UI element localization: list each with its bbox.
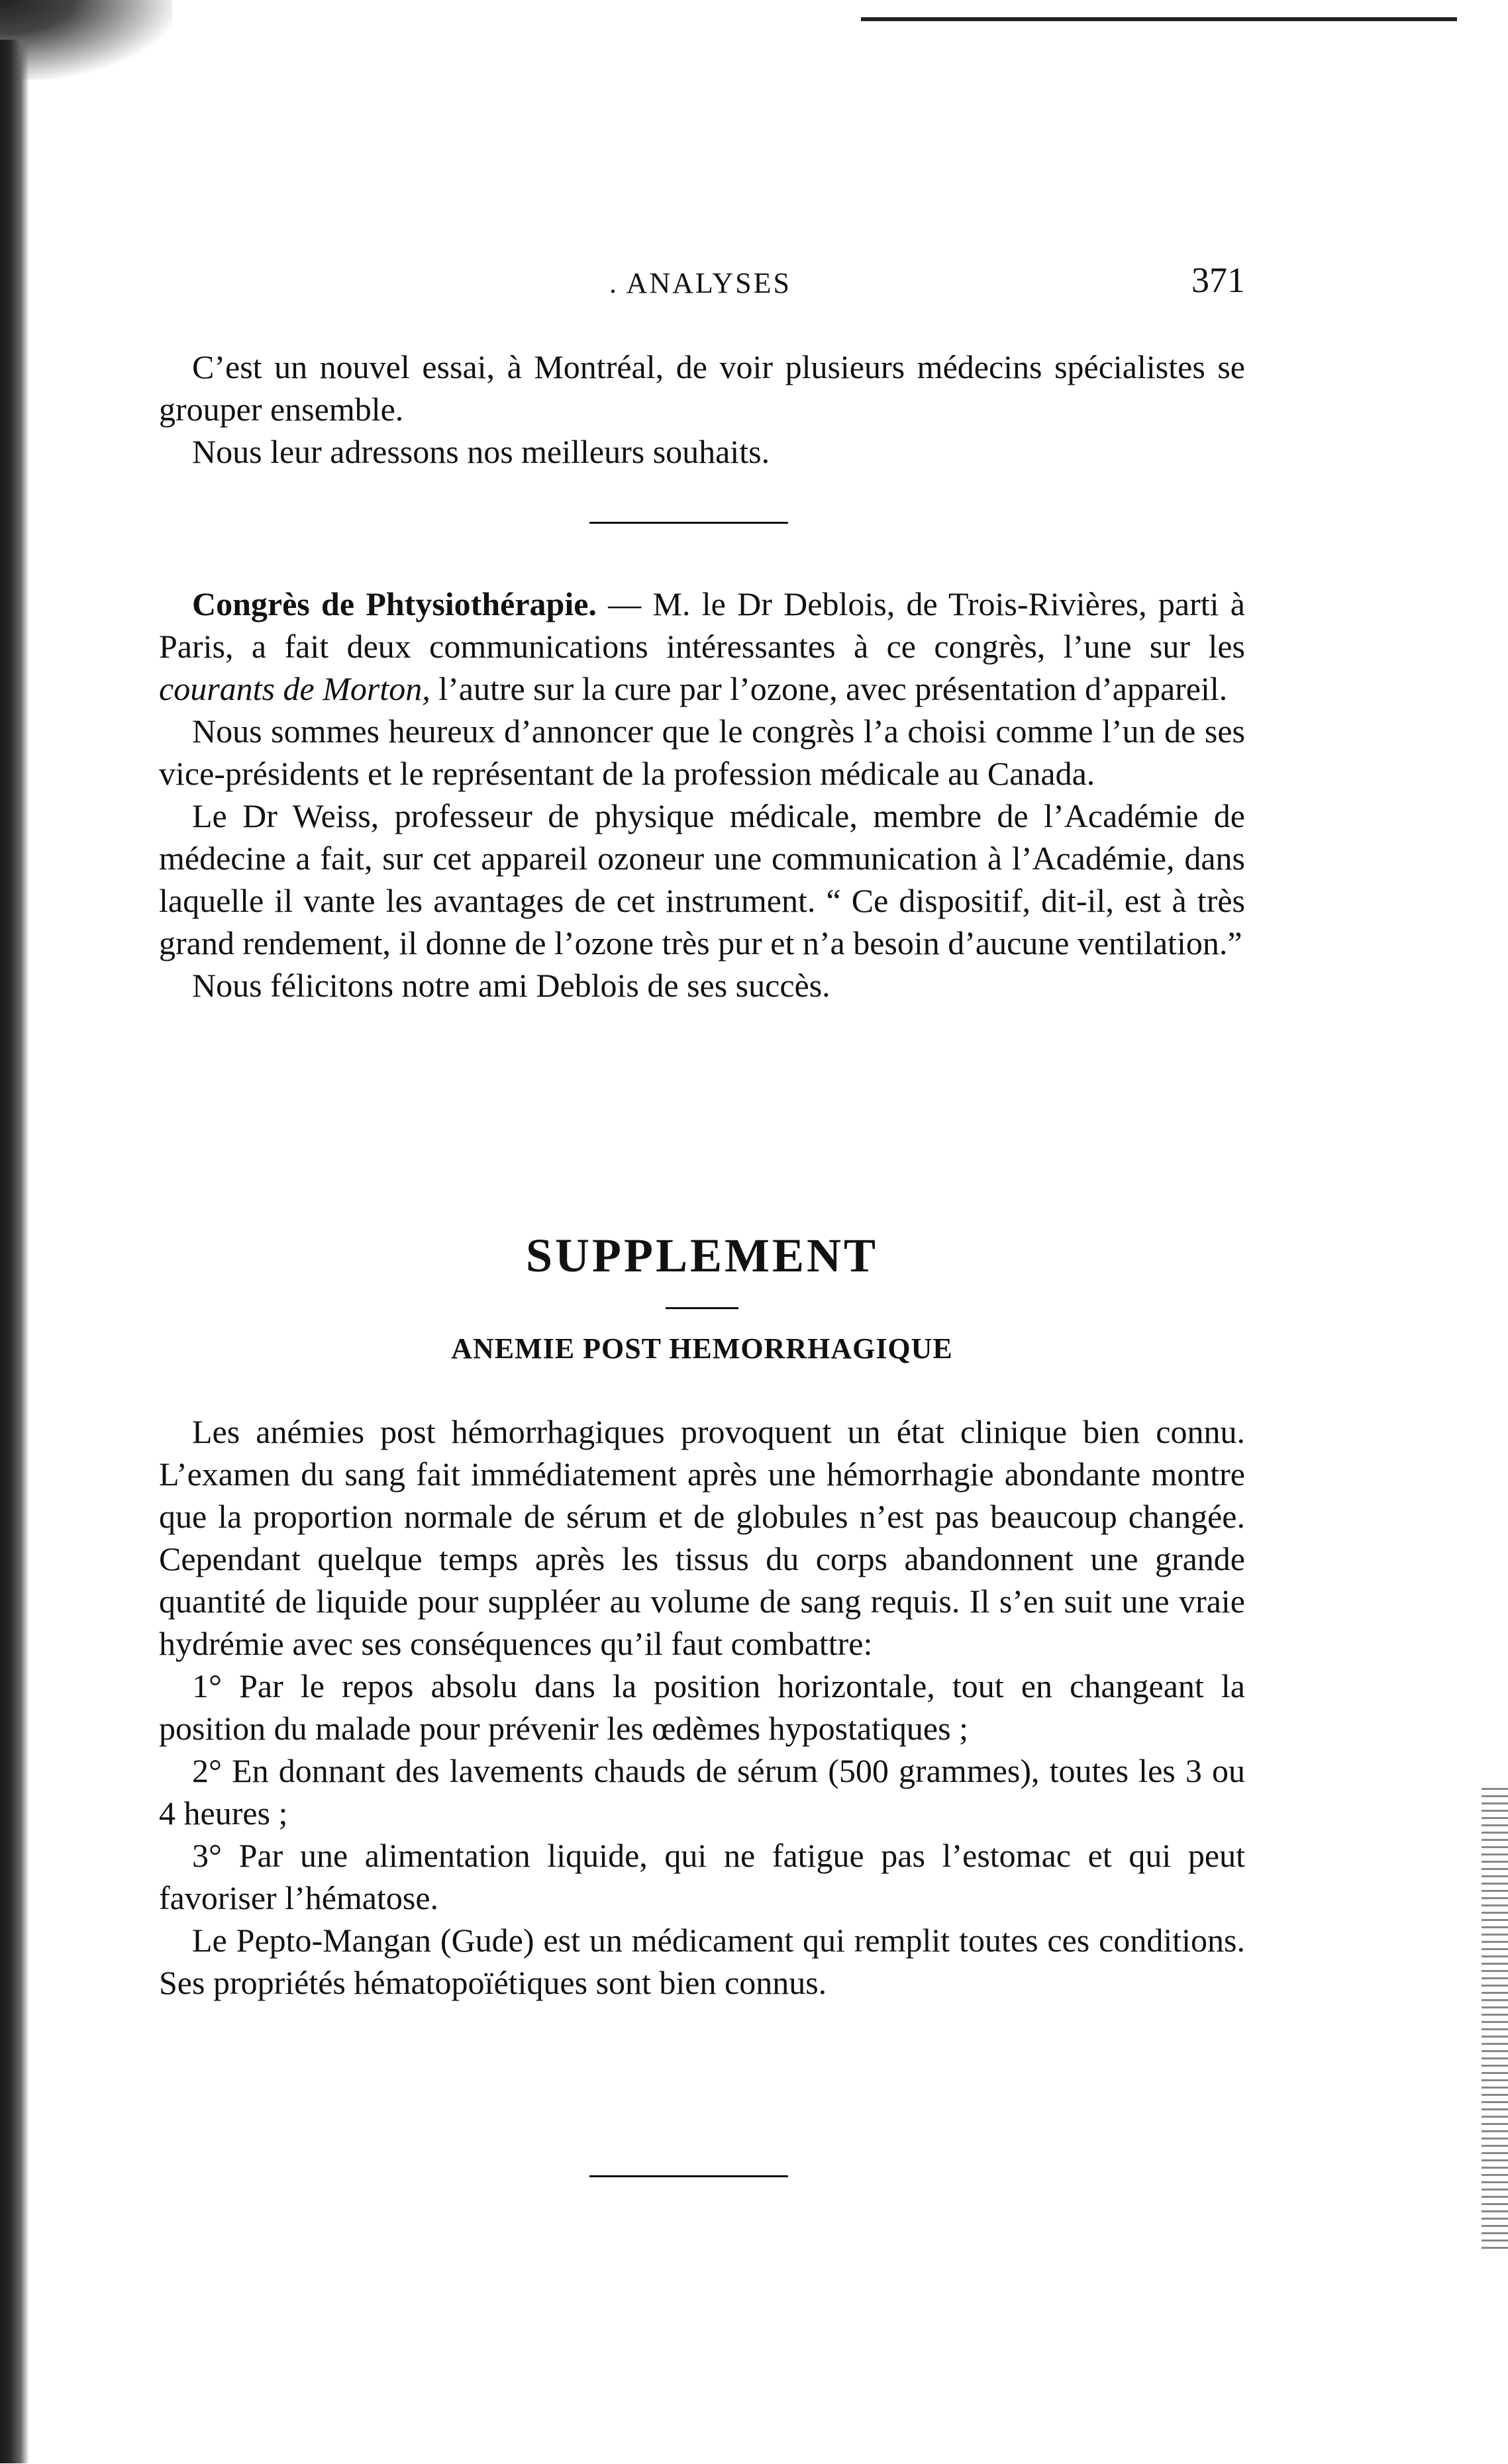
scan-shadow-left (0, 40, 29, 2463)
paragraph: Le Pepto-Mangan (Gude) est un médicament qui remplit toutes ces conditions. Ses propriétés hématopoïétiques sont bien connus. (159, 1922, 1245, 2001)
section-divider (589, 522, 788, 524)
paragraph: Nous leur adressons nos meilleurs souhaits. (192, 433, 770, 470)
paragraph: Les anémies post hémorrhagiques provoquent un état clinique bien connu. L’examen du sang fait immédiatement après une hémorrhagie abondante montre que la proportion normale de sérum et de globules n’est pas beaucoup changée. Cependant quelque temps après les tissus du corps abandonnent une grande quantité de liquide pour suppléer au volume de sang requis. Il s’en suit une vraie hydrémie avec ses conséquences qu’il faut combattre: (159, 1413, 1245, 1662)
paragraph: 3° Par une alimentation liquide, qui ne fatigue pas l’estomac et qui peut favoriser l’hématose. (159, 1837, 1245, 1916)
end-divider (589, 2175, 788, 2177)
text-run: — M. le Dr Deblois, de Trois-Rivières, parti à Paris, a fait deux communications intéressantes à ce congrès, l’une sur les (159, 585, 1246, 665)
supplement-body (159, 1410, 1245, 2004)
paragraph: 1° Par le repos absolu dans la position horizontale, tout en changeant la position du malade pour prévenir les œdèmes hypostatiques ; (159, 1667, 1245, 1747)
paragraph: C’est un nouvel essai, à Montréal, de voir plusieurs médecins spécialistes se grouper ensemble. (159, 348, 1245, 428)
supplement-title: SUPPLEMENT (525, 1229, 879, 1282)
paragraph: Nous sommes heureux d’annoncer que le congrès l’a choisi comme l’un de ses vice-présidents et le représentant de la profession médicale au Canada. (159, 713, 1245, 792)
text-run: l’autre sur la cure par l’ozone, avec présentation d’appareil. (430, 670, 1228, 707)
paragraph (159, 583, 1245, 710)
scan-line-top (861, 17, 1457, 21)
running-head: . ANALYSES (609, 267, 791, 299)
page-header (159, 260, 1245, 306)
italic-run: courants de Morton, (159, 670, 430, 707)
section-title: Congrès de Phtysiothérapie. (192, 585, 597, 622)
supplement-heading (159, 1228, 1245, 1365)
paragraph: Le Dr Weiss, professeur de physique médicale, membre de l’Académie de médecine a fait, sur cet appareil ozoneur une communication à l’Académie, dans laquelle il vante les avantages de cet instrument. “ Ce dispositif, dit-il, est à très grand rendement, il donne de l’ozone très pur et n’a besoin d’aucune ventilation.” (159, 797, 1245, 961)
intro-block (159, 346, 1245, 473)
paragraph: 2° En donnant des lavements chauds de sérum (500 grammes), toutes les 3 ou 4 heures ; (159, 1752, 1245, 1832)
page-number: 371 (1191, 260, 1245, 300)
supplement-subtitle: ANEMIE POST HEMORRHAGIQUE (451, 1332, 953, 1365)
scan-shadow-right (1482, 1788, 1508, 2251)
short-divider (666, 1307, 738, 1309)
paragraph: Nous félicitons notre ami Deblois de ses succès. (192, 967, 830, 1004)
congres-block (159, 583, 1245, 1007)
